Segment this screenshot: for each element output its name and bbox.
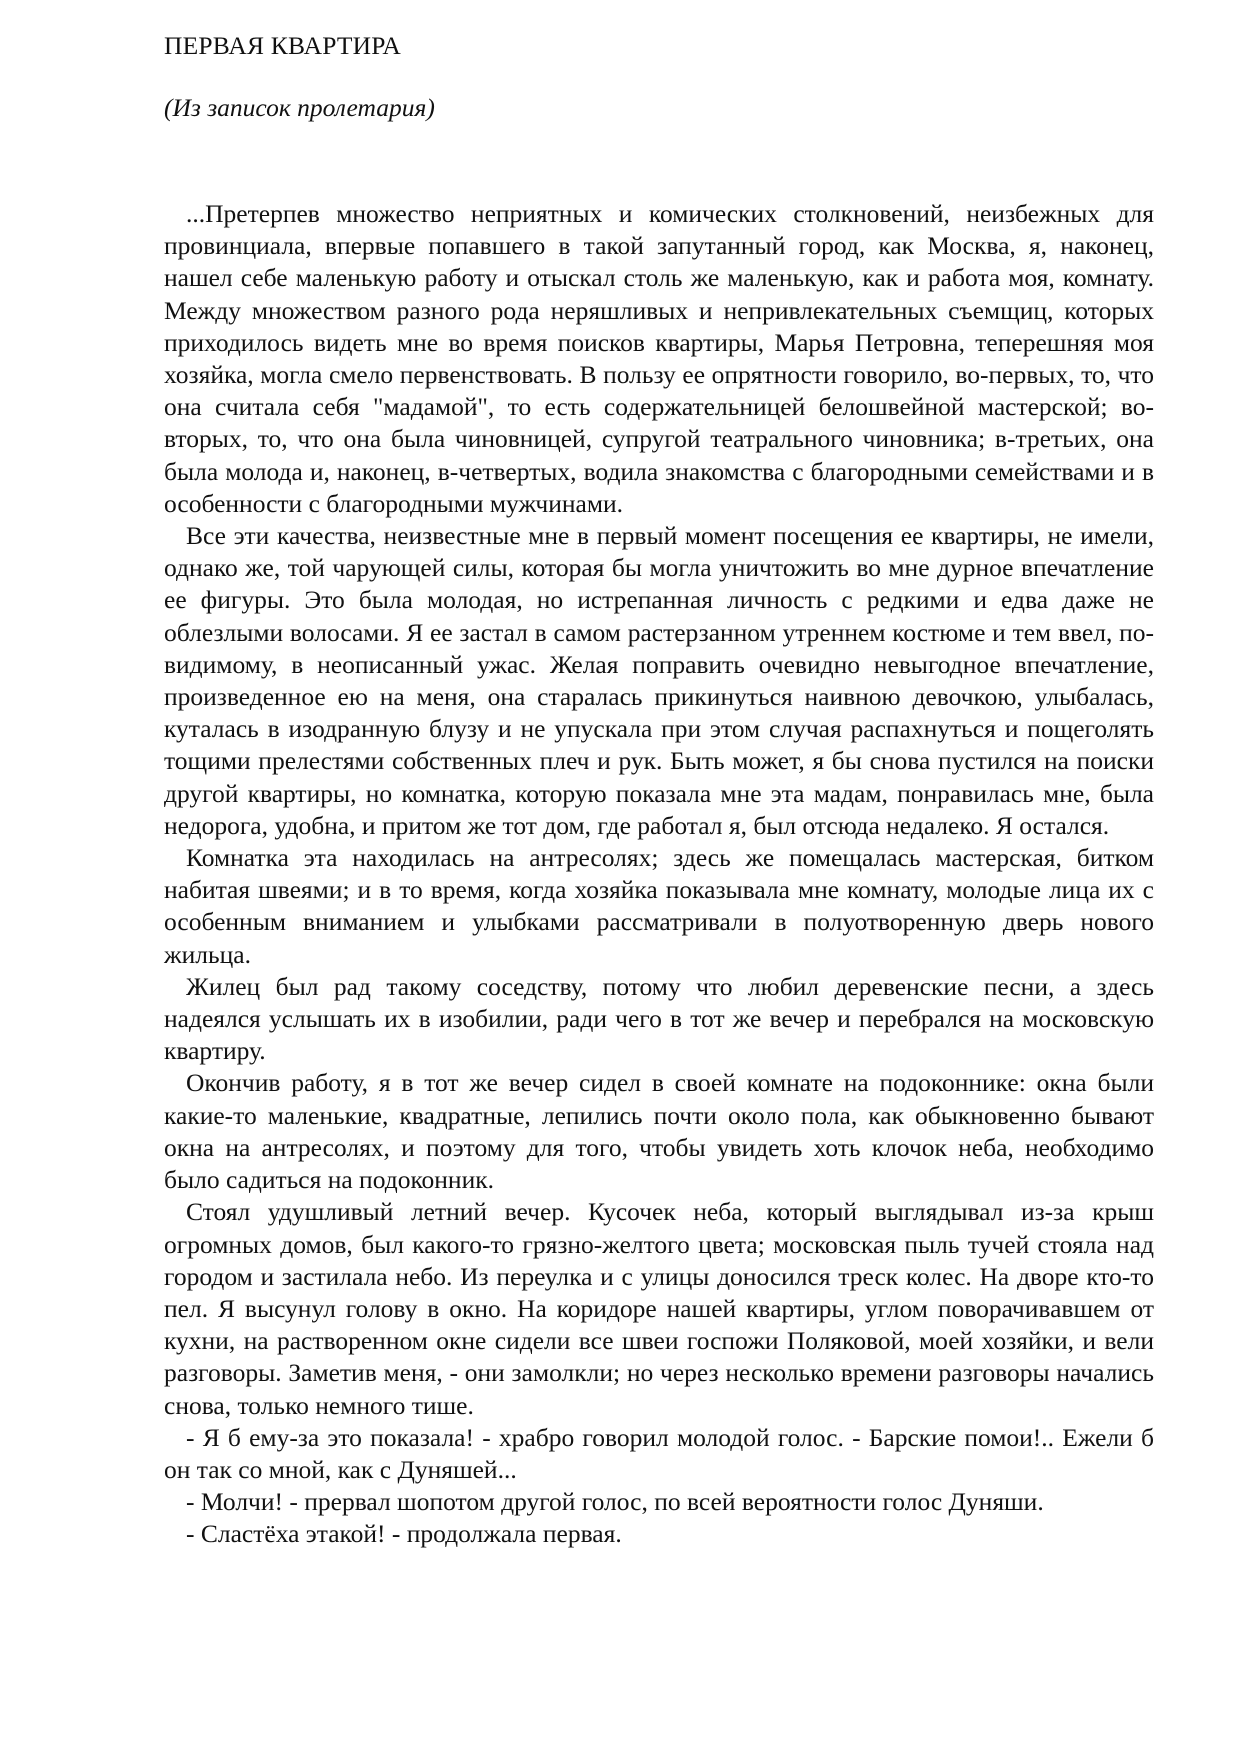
- paragraph-2: Все эти качества, неизвестные мне в первый момент посещения ее квартиры, не имели, однако же, той чарующей силы, которая бы могла уничтожить во мне дурное впечатление ее фигуры. Это была молодая, но истрепанная личность с редкими и едва даже не облезлыми волосами. Я ее застал в самом растерзанном утреннем костюме и тем ввел, по-видимому, в неописанный ужас. Желая поправить очевидно невыгодное впечатление, произведенное ею на меня, она старалась прикинуться наивною девочкою, улыбалась, куталась в изодранную блузу и не упускала при этом случая распахнуться и пощеголять тощими прелестями собственных плеч и рук. Быть может, я бы снова пустился на поиски другой квартиры, но комнатка, которую показала мне эта мадам, понравилась мне, была недорога, удобна, и притом же тот дом, где работал я, был отсюда недалеко. Я остался.: [164, 521, 1154, 840]
- dialogue-line-2: - Молчи! - прервал шопотом другой голос, по всей вероятности голос Дуняши.: [186, 1487, 1044, 1517]
- paragraph-4: Жилец был рад такому соседству, потому что любил деревенские песни, а здесь надеялся услышать их в изобилии, ради чего в тот же вечер и перебрался на московскую квартиру.: [164, 971, 1154, 1066]
- paragraph-6: Стоял удушливый летний вечер. Кусочек неба, который выглядывал из-за крыш огромных домов, был какого-то грязно-желтого цвета; московская пыль тучей стояла над городом и застилала небо. Из переулка и с улицы доносился треск колес. На дворе кто-то пел. Я высунул голову в окно. На коридоре нашей квартиры, углом поворачивавшем от кухни, на растворенном окне сидели все швеи госпожи Поляковой, моей хозяйки, и вели разговоры. Заметив меня, - они замолкли; но через несколько времени разговоры начались снова, только немного тише.: [164, 1197, 1154, 1420]
- document-body: [164, 198, 1154, 1551]
- dialogue-line-1: - Я б ему-за это показала! - храбро говорил молодой голос. - Барские помои!.. Ежели б он так со мной, как с Дуняшей...: [164, 1422, 1154, 1484]
- dialogue-line-3: - Сластёха этакой! - продолжала первая.: [186, 1519, 622, 1549]
- document-subtitle: (Из записок пролетария): [164, 93, 435, 122]
- document-page: [164, 28, 1154, 1551]
- paragraph-3: Комнатка эта находилась на антресолях; здесь же помещалась мастерская, битком набитая швеями; и в то время, когда хозяйка показывала мне комнату, молодые лица их с особенным вниманием и улыбками рассматривали в полуотворенную дверь нового жильца.: [164, 843, 1154, 969]
- paragraph-5: Окончив работу, я в тот же вечер сидел в своей комнате на подоконнике: окна были какие-то маленькие, квадратные, лепились почти около пола, как обыкновенно бывают окна на антресолях, и поэтому для того, чтобы увидеть хоть клочок неба, необходимо было садиться на подоконник.: [164, 1068, 1154, 1195]
- paragraph-1: ...Претерпев множество неприятных и комических столкновений, неизбежных для провинциала, впервые попавшего в такой запутанный город, как Москва, я, наконец, нашел себе маленькую работу и отыскал столь же маленькую, как и работа моя, комнату. Между множеством разного рода неряшливых и непривлекательных съемщиц, которых приходилось видеть мне во время поисков квартиры, Марья Петровна, теперешняя моя хозяйка, могла смело первенствовать. В пользу ее опрятности говорило, во-первых, то, что она считала себя "мадамой", то есть содержательницей белошвейной мастерской; во-вторых, то, что она была чиновницей, супругой театрального чиновника; в-третьих, она была молода и, наконец, в-четвертых, водила знакомства с благородными семействами и в особенности с благородными мужчинами.: [164, 199, 1154, 518]
- document-title: ПЕРВАЯ КВАРТИРА: [164, 31, 402, 60]
